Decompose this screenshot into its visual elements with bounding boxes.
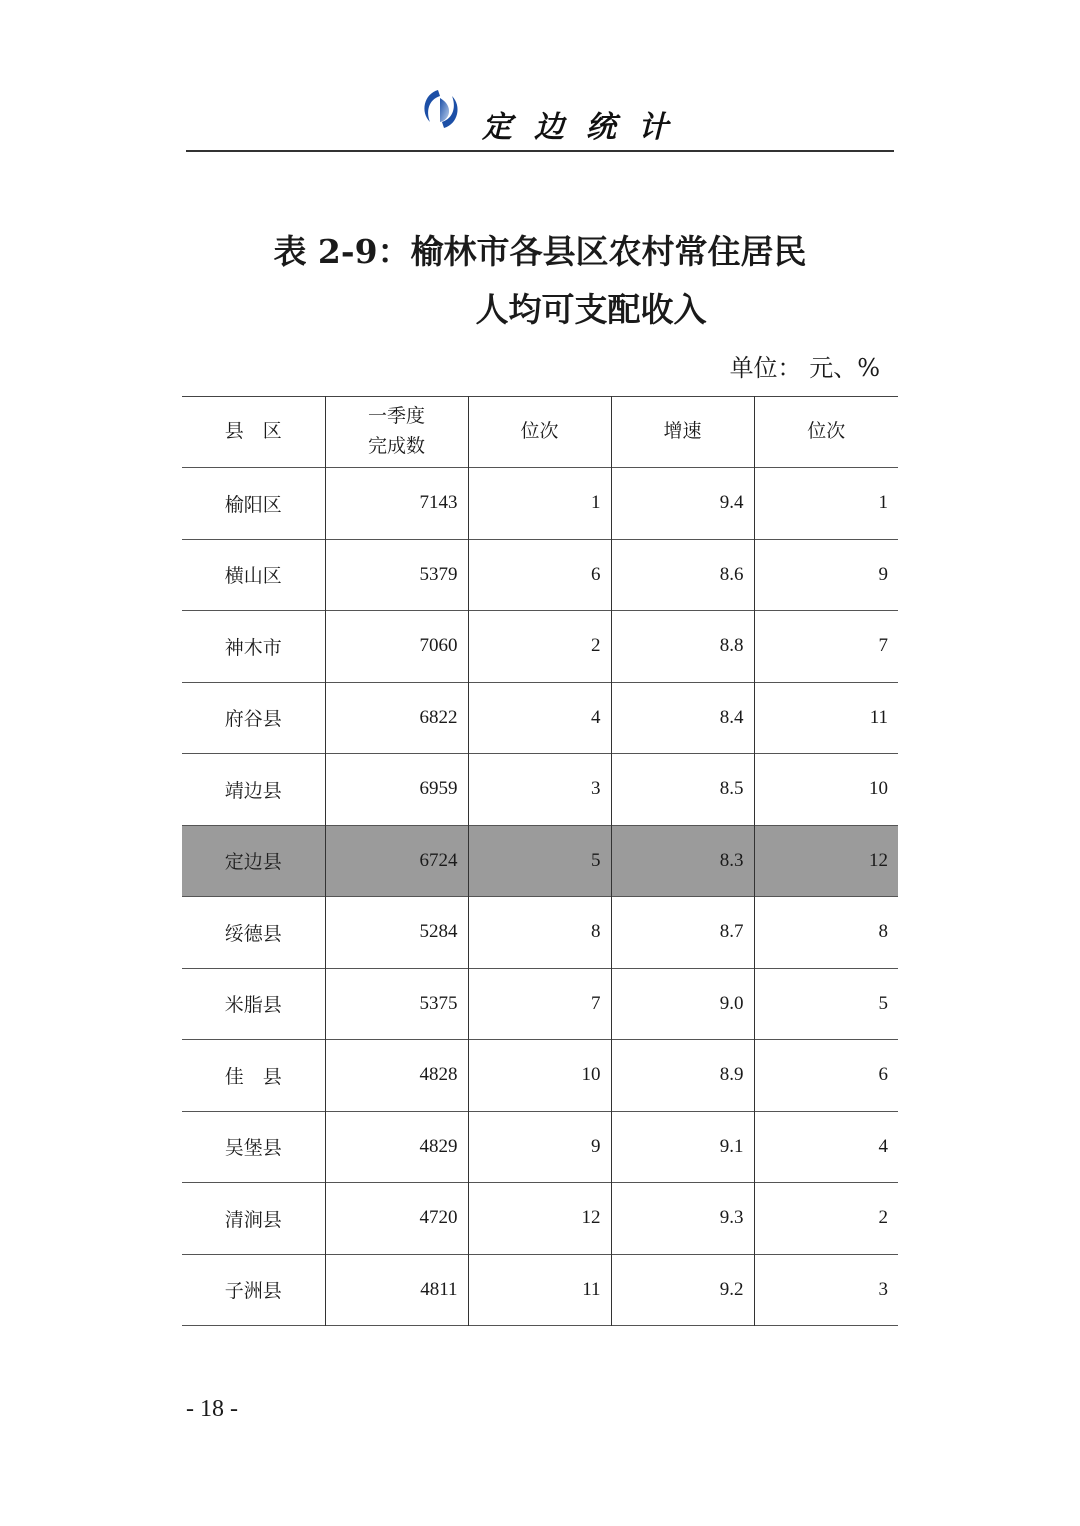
table-row [182, 682, 898, 754]
cell-county: 定边县 [182, 825, 325, 897]
brand-name: 定边统计 [482, 110, 690, 145]
cell-rank: 2 [468, 611, 611, 683]
table-row-highlighted [182, 825, 898, 897]
income-table [182, 396, 898, 1326]
cell-rank: 3 [468, 754, 611, 826]
header-q1-value [325, 397, 468, 468]
cell-county: 吴堡县 [182, 1111, 325, 1183]
cell-county: 榆阳区 [182, 468, 325, 540]
table-row [182, 754, 898, 826]
table-header-row [182, 397, 898, 468]
cell-value: 5379 [325, 539, 468, 611]
cell-county: 子洲县 [182, 1254, 325, 1326]
cell-growth-rank: 12 [754, 825, 898, 897]
cell-rank: 9 [468, 1111, 611, 1183]
cell-value: 7143 [325, 468, 468, 540]
cell-growth-rank: 5 [754, 968, 898, 1040]
cell-rank: 6 [468, 539, 611, 611]
cell-value: 6959 [325, 754, 468, 826]
cell-value: 4829 [325, 1111, 468, 1183]
unit-label: 单位： 元、% [729, 354, 880, 382]
table-title-line1: 表 2-9：榆林市各县区农村常住居民 [273, 232, 807, 271]
cell-growth-rank: 11 [754, 682, 898, 754]
table-row [182, 1040, 898, 1112]
header-county: 县 区 [182, 397, 325, 468]
cell-growth: 9.4 [611, 468, 754, 540]
cell-value: 5284 [325, 897, 468, 969]
header-q1-line1: 一季度 [367, 406, 425, 427]
cell-county: 绥德县 [182, 897, 325, 969]
page-number: - 18 - [186, 1396, 238, 1422]
header-growth-rank: 位次 [754, 397, 898, 468]
cell-growth-rank: 7 [754, 611, 898, 683]
cell-rank: 5 [468, 825, 611, 897]
cell-growth-rank: 8 [754, 897, 898, 969]
table-row [182, 1254, 898, 1326]
cell-county: 府谷县 [182, 682, 325, 754]
cell-rank: 7 [468, 968, 611, 1040]
cell-rank: 11 [468, 1254, 611, 1326]
cell-growth: 8.4 [611, 682, 754, 754]
cell-county: 佳 县 [182, 1040, 325, 1112]
cell-growth-rank: 1 [754, 468, 898, 540]
header-q1-line2: 完成数 [367, 436, 425, 457]
table-title-line2: 人均可支配收入 [475, 290, 707, 329]
cell-growth: 8.3 [611, 825, 754, 897]
cell-value: 6822 [325, 682, 468, 754]
cell-growth: 8.6 [611, 539, 754, 611]
document-header [186, 80, 894, 152]
cell-growth-rank: 2 [754, 1183, 898, 1255]
cell-county: 米脂县 [182, 968, 325, 1040]
table-row [182, 539, 898, 611]
cell-rank: 4 [468, 682, 611, 754]
cell-county: 神木市 [182, 611, 325, 683]
cell-growth: 8.8 [611, 611, 754, 683]
cell-value: 4720 [325, 1183, 468, 1255]
cell-county: 横山区 [182, 539, 325, 611]
cell-growth-rank: 9 [754, 539, 898, 611]
cell-rank: 10 [468, 1040, 611, 1112]
cell-growth: 8.5 [611, 754, 754, 826]
cell-rank: 12 [468, 1183, 611, 1255]
cell-value: 5375 [325, 968, 468, 1040]
cell-growth-rank: 6 [754, 1040, 898, 1112]
table-row [182, 468, 898, 540]
cell-growth: 9.3 [611, 1183, 754, 1255]
cell-rank: 1 [468, 468, 611, 540]
cell-value: 6724 [325, 825, 468, 897]
table-row [182, 968, 898, 1040]
table-row [182, 897, 898, 969]
cell-growth: 9.1 [611, 1111, 754, 1183]
cell-growth: 9.0 [611, 968, 754, 1040]
cell-value: 4828 [325, 1040, 468, 1112]
cell-value: 4811 [325, 1254, 468, 1326]
stats-bureau-logo-icon [418, 86, 464, 132]
table-row [182, 1183, 898, 1255]
header-divider [186, 150, 894, 152]
table-row [182, 611, 898, 683]
cell-growth-rank: 4 [754, 1111, 898, 1183]
cell-rank: 8 [468, 897, 611, 969]
cell-growth-rank: 10 [754, 754, 898, 826]
cell-county: 清涧县 [182, 1183, 325, 1255]
cell-county: 靖边县 [182, 754, 325, 826]
table-row [182, 1111, 898, 1183]
header-rank: 位次 [468, 397, 611, 468]
cell-growth-rank: 3 [754, 1254, 898, 1326]
cell-growth: 9.2 [611, 1254, 754, 1326]
cell-growth: 8.7 [611, 897, 754, 969]
cell-growth: 8.9 [611, 1040, 754, 1112]
header-growth: 增速 [611, 397, 754, 468]
cell-value: 7060 [325, 611, 468, 683]
